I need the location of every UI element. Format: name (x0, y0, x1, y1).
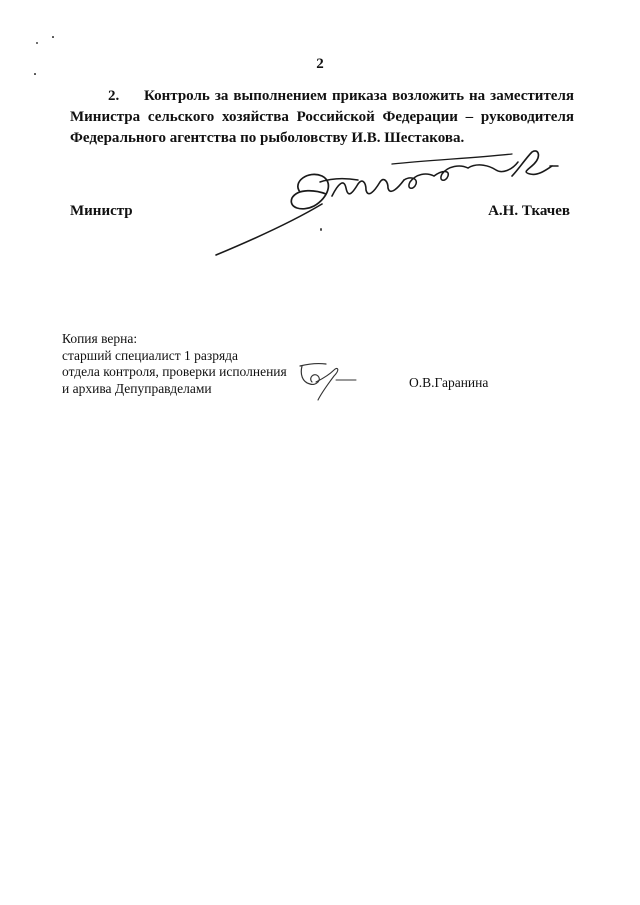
copy-certification-line: Копия верна: (62, 331, 138, 346)
certifier-name: О.В.Гаранина (409, 375, 489, 390)
paragraph-line (70, 86, 574, 107)
signer-name: А.Н. Ткачев (488, 203, 570, 219)
scan-speck (36, 42, 38, 44)
paragraph-line: Федерального агентства по рыболовству И.В. Шестакова. (70, 130, 465, 146)
paragraph-number: 2. (108, 88, 120, 104)
signer-title: Министр (70, 203, 133, 219)
certifier-signature (294, 360, 364, 402)
copy-certification-line: старший специалист 1 разряда (62, 347, 239, 363)
order-paragraph (70, 86, 574, 149)
copy-certification-line: и архива Депуправделами (62, 380, 212, 396)
scan-speck (34, 73, 36, 75)
paragraph-line-text: Контроль за выполнением приказа возложить на заместителя (144, 88, 574, 104)
paragraph-line: Министра сельского хозяйства Российской Федерации – руководителя (70, 109, 574, 125)
copy-certification (62, 331, 287, 397)
page-number: 2 (316, 56, 324, 72)
copy-certification-line: отдела контроля, проверки исполнения (62, 364, 287, 379)
scan-speck (52, 36, 54, 38)
